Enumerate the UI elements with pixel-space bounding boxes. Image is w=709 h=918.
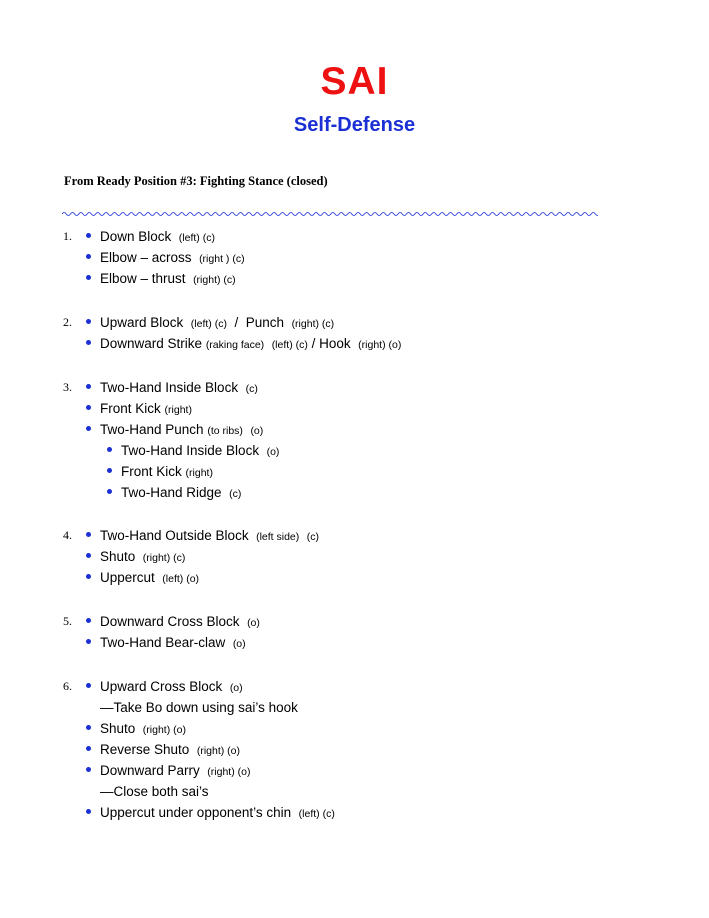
bullet-icon (107, 489, 112, 494)
section-5 (0, 611, 709, 653)
bullet-icon (86, 746, 91, 751)
section-number: 3. (63, 380, 72, 394)
list-item: Two-Hand Inside Block (c) (100, 380, 258, 395)
sub-list-item: Front Kick (right) (121, 464, 213, 479)
bullet-icon (86, 405, 91, 410)
list-item: Downward Strike (raking face) (left) (c) / Hook (right) (o) (100, 336, 402, 351)
list-item: Front Kick (right) (100, 401, 192, 416)
bullet-icon (107, 447, 112, 452)
list-item: Two-Hand Bear-claw (o) (100, 635, 246, 650)
list-item-note: —Take Bo down using sai’s hook (100, 700, 298, 715)
bullet-icon (86, 233, 91, 238)
bullet-icon (86, 725, 91, 730)
bullet-icon (86, 384, 91, 389)
section-number: 1. (63, 229, 72, 243)
section-heading: From Ready Position #3: Fighting Stance (closed) (64, 174, 328, 188)
section-3 (0, 377, 709, 503)
bullet-icon (107, 468, 112, 473)
bullet-icon (86, 683, 91, 688)
list-item: Two-Hand Punch (to ribs) (o) (100, 422, 264, 437)
bullet-icon (86, 767, 91, 772)
section-1 (0, 226, 709, 289)
section-number: 4. (63, 528, 72, 542)
bullet-icon (86, 254, 91, 259)
bullet-icon (86, 319, 91, 324)
sub-list-item: Two-Hand Ridge (c) (121, 485, 242, 500)
bullet-icon (86, 618, 91, 623)
section-number: 2. (63, 315, 72, 329)
list-item: Elbow – thrust (right) (c) (100, 271, 236, 286)
bullet-icon (86, 426, 91, 431)
list-item: Down Block (left) (c) (100, 229, 215, 244)
bullet-icon (86, 639, 91, 644)
list-item-note: —Close both sai’s (100, 784, 209, 799)
bullet-icon (86, 574, 91, 579)
list-item: Upward Cross Block (o) (100, 679, 243, 694)
section-number: 6. (63, 679, 72, 693)
section-4 (0, 525, 709, 588)
list-item: Downward Parry (right) (o) (100, 763, 251, 778)
list-item: Uppercut (left) (o) (100, 570, 200, 585)
document-title: SAI (320, 60, 389, 103)
list-item: Elbow – across (right ) (c) (100, 250, 245, 265)
section-number: 5. (63, 614, 72, 628)
bullet-icon (86, 275, 91, 280)
list-item: Shuto (right) (o) (100, 721, 186, 736)
list-item: Reverse Shuto (right) (o) (100, 742, 240, 757)
wavy-divider (62, 209, 598, 219)
section-2 (0, 312, 709, 354)
bullet-icon (86, 553, 91, 558)
sub-list-item: Two-Hand Inside Block (o) (121, 443, 280, 458)
list-item: Uppercut under opponent’s chin (left) (c) (100, 805, 335, 820)
list-item: Shuto (right) (c) (100, 549, 186, 564)
bullet-icon (86, 532, 91, 537)
document-subtitle: Self-Defense (293, 114, 416, 136)
section-6 (0, 676, 709, 823)
bullet-icon (86, 809, 91, 814)
list-item: Upward Block (left) (c) / Punch (right) (c) (100, 315, 335, 330)
list-item: Downward Cross Block (o) (100, 614, 260, 629)
bullet-icon (86, 340, 91, 345)
list-item: Two-Hand Outside Block (left side) (c) (100, 528, 320, 543)
